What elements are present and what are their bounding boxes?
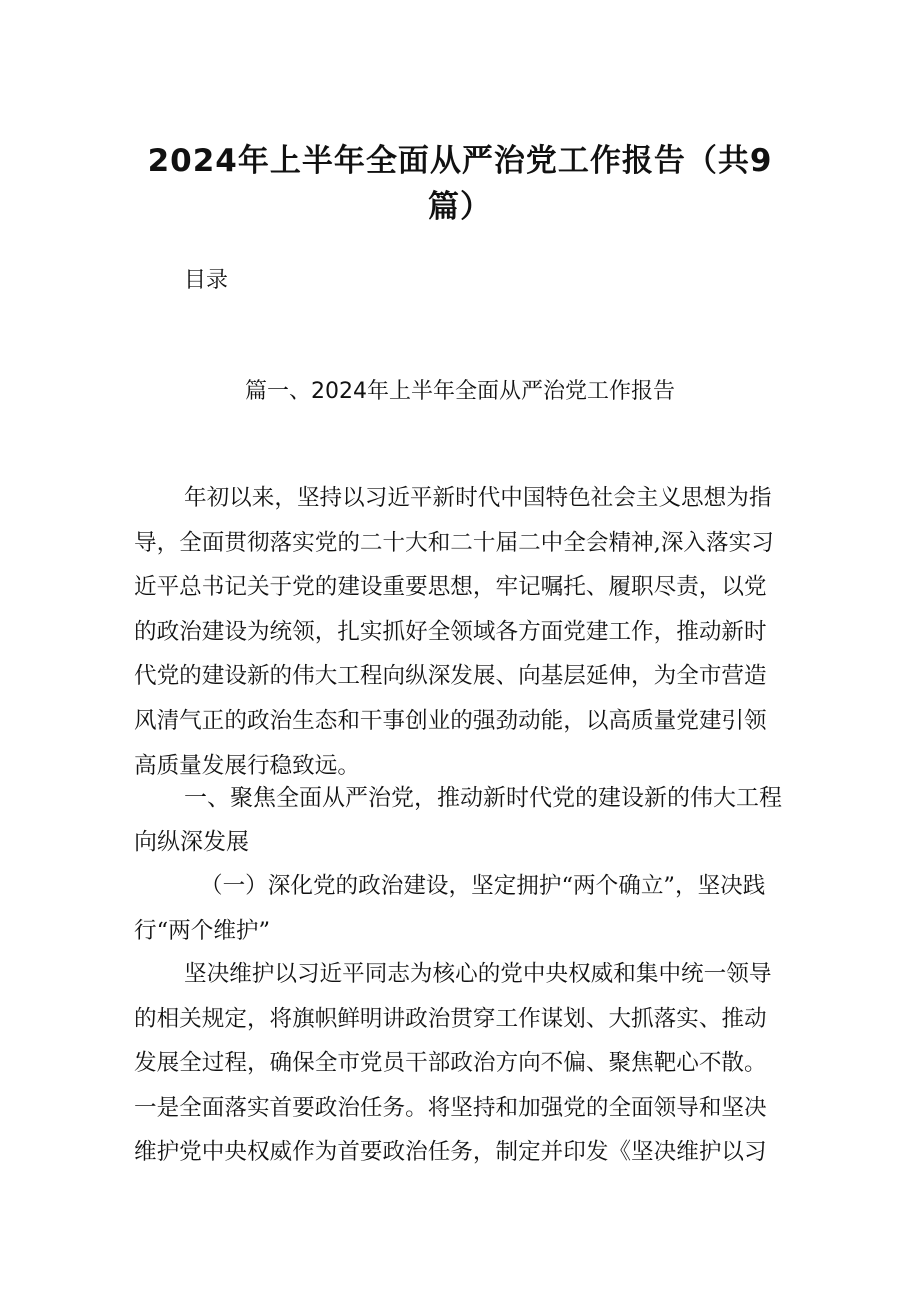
subsection-heading-1 xyxy=(134,864,794,953)
subsection-heading-line: 行“两个维护” xyxy=(134,917,271,944)
document-title-line-2: 篇） xyxy=(428,189,492,225)
body-line: 的相关规定，将旗帜鲜明讲政治贯穿工作谋划、大抓落实、推动 xyxy=(134,1005,767,1032)
intro-line: 的政治建设为统领，扎实抓好全领域各方面党建工作，推动新时 xyxy=(134,618,767,645)
body-line: 一是全面落实首要政治任务。将坚持和加强党的全面领导和坚决 xyxy=(134,1094,767,1121)
section-heading-1 xyxy=(134,776,794,864)
document-title-line-1: 2024年上半年全面从严治党工作报告（共9 xyxy=(147,143,773,179)
intro-line: 风清气正的政治生态和干事创业的强劲动能，以高质量党建引领 xyxy=(134,707,767,734)
subsection-heading-line: （一）深化党的政治建设，坚定拥护“两个确立”，坚决践 xyxy=(200,873,766,899)
intro-line: 年初以来，坚持以习近平新时代中国特色社会主义思想为指 xyxy=(184,485,772,511)
article-title: 篇一、2024年上半年全面从严治党工作报告 xyxy=(245,379,675,404)
intro-line: 近平总书记关于党的建设重要思想，牢记嘱托、履职尽责，以党 xyxy=(134,574,767,601)
section-heading-line: 向纵深发展 xyxy=(134,829,249,855)
section-heading-line: 一、聚焦全面从严治党，推动新时代党的建设新的伟大工程 xyxy=(184,785,782,811)
toc-label: 目录 xyxy=(184,268,229,293)
intro-line: 高质量发展行稳致远。 xyxy=(134,752,360,779)
intro-line: 代党的建设新的伟大工程向纵深发展、向基层延伸，为全市营造 xyxy=(134,663,767,690)
intro-paragraph xyxy=(134,476,794,788)
body-line: 维护党中央权威作为首要政治任务，制定并印发《坚决维护以习 xyxy=(134,1139,767,1166)
body-paragraph xyxy=(134,952,794,1175)
body-line: 坚决维护以习近平同志为核心的党中央权威和集中统一领导 xyxy=(184,961,772,987)
document-title xyxy=(130,138,790,230)
intro-line: 导，全面贯彻落实党的二十大和二十届二中全会精神,深入落实习 xyxy=(134,529,774,556)
body-line: 发展全过程，确保全市党员干部政治方向不偏、聚焦靶心不散。 xyxy=(134,1050,767,1077)
